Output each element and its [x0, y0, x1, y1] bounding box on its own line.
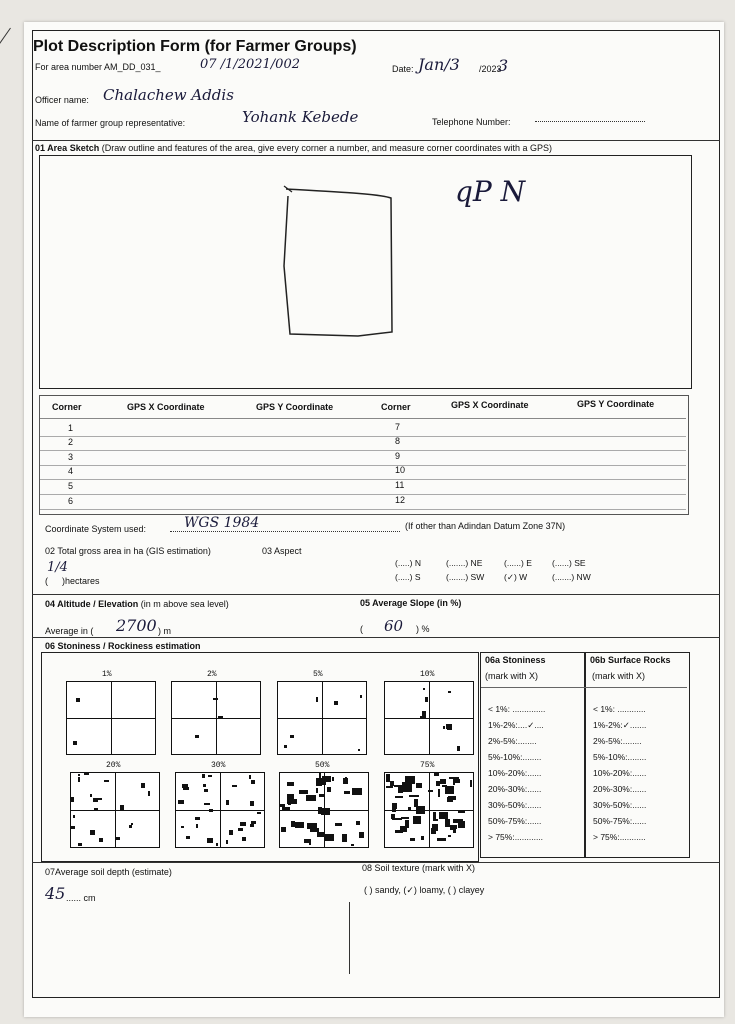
stone-mark [443, 726, 445, 729]
stoniness-diagram [279, 772, 369, 848]
stone-mark [202, 774, 205, 778]
stone-mark [402, 782, 409, 790]
stone-mark [392, 807, 396, 812]
form-title: Plot Description Form (for Farmer Groups) [33, 38, 357, 55]
stone-mark [360, 695, 362, 698]
stone-mark [208, 775, 212, 777]
stone-mark [229, 830, 233, 835]
stoniness-diagram [384, 681, 474, 755]
stoniness-diagram [66, 681, 156, 755]
stone-mark [209, 809, 213, 812]
corner-number-right: 11 [395, 480, 405, 490]
north-arrow-mark: qP N [455, 175, 526, 208]
table-header-line [40, 418, 686, 419]
surface-rocks-col-title: 06b Surface Rocks [590, 655, 671, 665]
stone-mark [416, 806, 425, 814]
stone-mark [457, 746, 460, 751]
stone-mark [445, 786, 454, 794]
soil-depth-unit: ...... cm [66, 893, 96, 903]
stone-mark [90, 794, 92, 797]
stone-mark [288, 801, 291, 805]
stone-mark [250, 824, 254, 827]
stone-mark [414, 799, 418, 807]
date-year-hand: 3 [498, 56, 509, 75]
stone-mark [319, 794, 325, 797]
stone-mark [319, 773, 321, 778]
stone-mark [398, 785, 403, 793]
stone-mark [442, 785, 447, 787]
corner-number-left: 2 [68, 437, 74, 447]
stone-mark [257, 812, 261, 814]
stone-mark [131, 823, 133, 825]
aspect-w[interactable]: (✓) W [504, 572, 528, 582]
stoniness-class-option[interactable]: < 1%: .............. [488, 704, 546, 714]
slope-label: 05 Average Slope (in %) [360, 598, 462, 608]
stone-mark [213, 698, 218, 700]
stone-mark [238, 828, 243, 831]
stone-mark [433, 819, 438, 821]
stone-mark [98, 798, 102, 800]
bottom-column-divider [349, 902, 350, 974]
stone-mark [420, 716, 426, 719]
area-sketch-box[interactable] [39, 155, 692, 389]
stone-mark [401, 817, 409, 819]
corner-number-right: 10 [395, 465, 406, 475]
stoniness-percent-label: 10% [420, 670, 435, 679]
gross-area-value[interactable]: 1/4 [47, 560, 68, 575]
stone-mark [318, 807, 322, 814]
representative-label: Name of farmer group representative: [35, 118, 186, 128]
stone-mark [249, 775, 251, 779]
stone-mark [104, 780, 109, 782]
corner-number-left: 3 [68, 452, 74, 462]
stone-mark [73, 741, 77, 745]
gross-area-unit: ( )hectares [45, 576, 100, 586]
stoniness-class-option[interactable]: 1%-2%:....✓.... [488, 720, 544, 730]
stone-mark [120, 805, 124, 810]
stone-mark [84, 773, 89, 775]
stoniness-col-sub: (mark with X) [485, 671, 539, 681]
stone-mark [207, 838, 213, 843]
stone-mark [428, 790, 433, 792]
stoniness-percent-label: 75% [420, 761, 435, 770]
stone-mark [250, 801, 254, 806]
stone-mark [458, 821, 465, 828]
stone-mark [325, 834, 334, 841]
stone-mark [327, 787, 331, 792]
stoniness-class-option[interactable]: 30%-50%:...... [488, 800, 542, 810]
header-divider [32, 140, 720, 141]
coordinate-system-value[interactable]: WGS 1984 [184, 515, 260, 531]
stone-mark [423, 688, 425, 690]
stoniness-class-option[interactable]: 20%-30%:...... [488, 784, 542, 794]
stone-mark [242, 837, 246, 841]
stone-mark [446, 724, 452, 729]
corner-number-left: 1 [68, 423, 74, 433]
stone-mark [425, 697, 428, 702]
stone-mark [71, 797, 74, 802]
stone-mark [129, 825, 132, 828]
col-corner-left: Corner [52, 402, 82, 412]
stone-mark [181, 826, 184, 828]
stone-mark [359, 832, 364, 838]
stone-mark [295, 822, 304, 828]
stone-mark [290, 735, 294, 738]
stone-mark [284, 745, 287, 748]
table-row-line [40, 479, 686, 480]
stone-mark [351, 844, 354, 846]
stone-mark [410, 838, 415, 841]
date-year: /2023 [479, 64, 502, 74]
stoniness-class-option[interactable]: 5%-10%:........ [593, 752, 647, 762]
stone-mark [94, 808, 98, 810]
stone-mark [73, 815, 75, 818]
corner-number-left: 4 [68, 466, 74, 476]
corner-number-right: 7 [395, 422, 401, 432]
stone-mark [304, 839, 311, 843]
stone-mark [306, 795, 316, 801]
aspect-sw[interactable]: (.......) SW [446, 572, 485, 582]
stone-mark [470, 780, 472, 787]
stone-mark [310, 828, 319, 832]
stone-mark [450, 826, 456, 830]
stone-mark [71, 826, 75, 829]
col-corner-right: Corner [381, 402, 411, 412]
stone-mark [282, 807, 290, 811]
stone-mark [148, 791, 150, 796]
stone-mark [99, 838, 103, 842]
stoniness-percent-label: 30% [211, 761, 226, 770]
stoniness-percent-label: 5% [313, 670, 323, 679]
stone-mark [344, 791, 350, 794]
stone-mark [453, 782, 455, 785]
corner-number-right: 12 [395, 495, 406, 505]
stoniness-class-option[interactable]: < 1%: ............ [593, 704, 646, 714]
date-label: Date: [392, 64, 414, 74]
stone-mark [408, 807, 411, 810]
stone-mark [292, 796, 294, 799]
stone-mark [386, 786, 393, 788]
table-row-line [40, 450, 686, 451]
stoniness-diagram [171, 681, 261, 755]
stoniness-class-option[interactable]: > 75%:........... [593, 832, 646, 842]
stoniness-class-option[interactable]: > 75%:............ [488, 832, 544, 842]
col-gps-y-right: GPS Y Coordinate [577, 399, 655, 409]
stone-mark [90, 830, 95, 835]
stone-mark [281, 827, 286, 832]
stone-mark [195, 735, 199, 738]
stoniness-class-option[interactable]: 1%-2%:✓....... [593, 720, 647, 730]
gps-table [39, 395, 689, 515]
col-gps-y-left: GPS Y Coordinate [256, 402, 334, 412]
stone-mark [78, 843, 82, 846]
aspect-ne[interactable]: (.......) NE [446, 558, 483, 568]
stone-mark [421, 836, 424, 840]
stone-mark [93, 798, 98, 802]
table-row-line [40, 436, 686, 437]
stone-mark [395, 796, 403, 798]
stone-mark [332, 777, 334, 781]
stoniness-class-list[interactable] [488, 701, 545, 845]
stone-mark [433, 812, 436, 819]
stoniness-diagram [384, 772, 474, 848]
stone-mark [232, 785, 237, 787]
stone-mark [226, 800, 229, 805]
corner-number-left: 6 [68, 496, 74, 506]
soil-texture-label: 08 Soil texture (mark with X) [362, 863, 476, 873]
stoniness-percent-label: 50% [315, 761, 330, 770]
stoniness-class-option[interactable]: 5%-10%:........ [488, 752, 542, 762]
surface-rocks-col-sub: (mark with X) [592, 671, 646, 681]
telephone-label: Telephone Number: [432, 117, 511, 127]
stone-mark [76, 698, 80, 702]
stoniness-percent-label: 20% [106, 761, 121, 770]
stone-mark [78, 774, 80, 776]
stone-mark [316, 788, 318, 793]
stone-mark [440, 779, 446, 784]
stone-mark [141, 783, 145, 788]
stoniness-class-option[interactable]: 50%-75%:...... [488, 816, 542, 826]
area-number-value[interactable]: 07 /1/2021/002 [200, 57, 300, 72]
stoniness-class-option[interactable]: 10%-20%:...... [593, 768, 647, 778]
stone-mark [195, 817, 200, 820]
stone-mark [196, 824, 198, 828]
stone-mark [437, 838, 446, 841]
stone-mark [334, 701, 338, 705]
stone-mark [356, 821, 360, 825]
stone-mark [204, 789, 208, 792]
plot-outline-sketch [40, 156, 691, 388]
corner-pen-mark [0, 28, 11, 61]
stone-mark [319, 779, 326, 785]
stone-mark [78, 777, 80, 782]
slope-open-paren: ( [360, 624, 363, 634]
stone-mark [287, 782, 294, 786]
stone-mark [183, 787, 189, 790]
stone-mark [342, 834, 347, 842]
coordinate-system-label: Coordinate System used: [45, 524, 147, 534]
altitude-suffix: ) m [158, 626, 171, 636]
stone-mark [434, 773, 439, 776]
stone-mark [316, 697, 318, 702]
stone-mark [438, 789, 440, 797]
area-sketch-label: 01 Area Sketch (Draw outline and features of the area, give every corner a number, and measure corner coordinates with a GPS) [35, 143, 552, 153]
stoniness-diagram [277, 681, 367, 755]
stone-mark [317, 832, 324, 837]
stone-mark [416, 783, 422, 788]
stone-mark [251, 780, 255, 784]
stone-mark [226, 840, 228, 844]
stoniness-class-option[interactable]: 30%-50%:...... [593, 800, 647, 810]
table-row-line [40, 509, 686, 510]
telephone-field[interactable] [535, 113, 645, 122]
stoniness-class-option[interactable]: 2%-5%:........ [593, 736, 642, 746]
stone-mark [178, 800, 184, 804]
stone-mark [447, 797, 453, 802]
stoniness-class-option[interactable]: 20%-30%:...... [593, 784, 647, 794]
soil-depth-value[interactable]: 45 [45, 884, 66, 903]
col-gps-x-left: GPS X Coordinate [127, 402, 205, 412]
slope-value[interactable]: 60 [384, 617, 404, 635]
altitude-value[interactable]: 2700 [116, 616, 157, 635]
coordinate-system-note: (If other than Adindan Datum Zone 37N) [405, 521, 566, 531]
representative-value[interactable]: Yohank Kebede [242, 108, 359, 126]
stone-mark [203, 784, 206, 787]
table-row-line [40, 465, 686, 466]
stone-mark [431, 828, 436, 834]
stoniness-diagram [70, 772, 160, 848]
stoniness-col-title: 06a Stoniness [485, 655, 546, 665]
stoniness-class-option[interactable]: 50%-75%:...... [593, 816, 647, 826]
aspect-s[interactable]: (.....) S [395, 572, 421, 582]
stone-mark [204, 803, 210, 805]
corner-number-left: 5 [68, 481, 74, 491]
altitude-prefix: Average in ( [45, 626, 94, 636]
corner-number-right: 8 [395, 436, 401, 446]
corner-number-right: 9 [395, 451, 401, 461]
soil-texture-options[interactable]: ( ) sandy, (✓) loamy, ( ) clayey [364, 885, 485, 895]
section-divider-1 [32, 594, 720, 595]
stone-mark [409, 795, 419, 797]
stone-mark [299, 790, 308, 794]
stone-mark [439, 812, 448, 819]
stone-mark [322, 810, 324, 813]
stone-mark [422, 711, 426, 716]
stoniness-percent-label: 1% [102, 670, 112, 679]
aspect-nw[interactable]: (.......) NW [552, 572, 591, 582]
stoniness-label: 06 Stoniness / Rockiness estimation [45, 641, 201, 651]
stone-mark [395, 830, 403, 833]
stone-mark [218, 716, 223, 718]
stone-mark [343, 778, 348, 784]
slope-suffix: ) % [416, 624, 430, 634]
stone-mark [448, 691, 451, 693]
table-row-line [40, 494, 686, 495]
stone-mark [116, 837, 120, 840]
aspect-se[interactable]: (......) SE [552, 558, 586, 568]
aspect-label: 03 Aspect [262, 546, 302, 556]
stoniness-class-option[interactable]: 10%-20%:...... [488, 768, 542, 778]
stoniness-percent-label: 2% [207, 670, 217, 679]
stone-mark [186, 836, 190, 839]
aspect-e[interactable]: (......) E [504, 558, 532, 568]
section-divider-2 [32, 637, 720, 638]
stone-mark [352, 788, 362, 795]
stone-mark [448, 835, 451, 837]
stone-mark [335, 823, 342, 826]
col-gps-x-right: GPS X Coordinate [451, 400, 529, 410]
stone-mark [413, 816, 421, 824]
area-number-label: For area number AM_DD_031_ [35, 62, 161, 72]
stone-mark [216, 843, 218, 846]
soil-depth-label: 07Average soil depth (estimate) [45, 867, 172, 877]
stoniness-class-option[interactable]: 2%-5%:........ [488, 736, 537, 746]
date-value[interactable]: Jan/3 [418, 55, 460, 74]
stone-mark [458, 810, 465, 813]
gross-area-label: 02 Total gross area in ha (GIS estimation) [45, 546, 211, 556]
stone-mark [449, 777, 459, 779]
class-header-line [481, 687, 687, 688]
stone-mark [240, 822, 246, 826]
stoniness-diagram [175, 772, 265, 848]
stone-mark [358, 749, 360, 751]
altitude-label: 04 Altitude / Elevation (in m above sea level) [45, 599, 229, 609]
aspect-n[interactable]: (.....) N [395, 558, 421, 568]
surface-rocks-class-list[interactable] [593, 701, 646, 845]
officer-name-value[interactable]: Chalachew Addis [103, 86, 234, 104]
officer-name-label: Officer name: [35, 95, 89, 105]
